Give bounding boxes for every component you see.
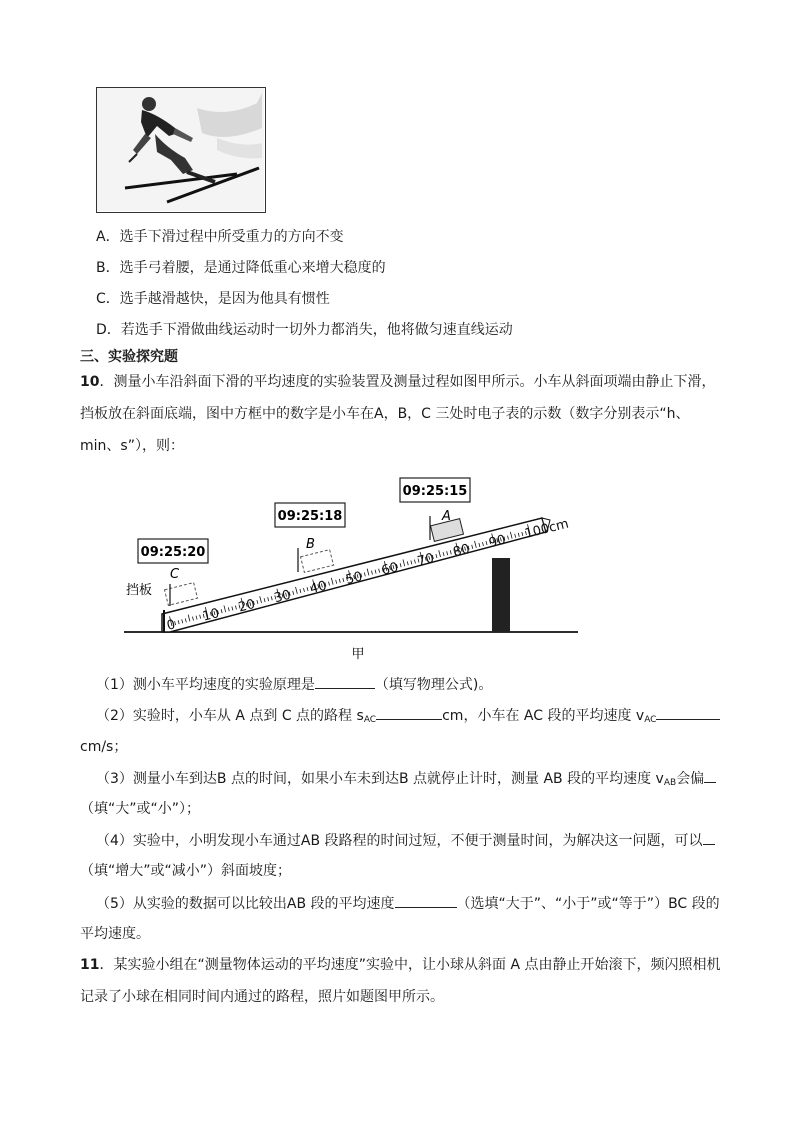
ruler-label: 80	[451, 541, 472, 561]
q10-p2-sub2: AC	[644, 715, 657, 725]
answer-blank-2a[interactable]	[376, 705, 442, 720]
timer-b-text: 09:25:18	[277, 509, 343, 524]
baffle-label: 挡板	[126, 583, 153, 598]
incline-figure	[110, 470, 590, 670]
ruler-label: 0	[165, 617, 178, 634]
q10-p1-text: （1）测小车平均速度的实验原理是	[96, 677, 315, 693]
ruler-label: 70	[415, 550, 436, 570]
figure-caption: 甲	[351, 647, 365, 662]
q10-p2-text: （2）实验时，小车从 A 点到 C 点的路程 s	[96, 708, 364, 724]
ruler-label: 50	[344, 569, 365, 588]
support-post	[492, 558, 510, 632]
q10-stem-1: ．测量小车沿斜面下滑的平均速度的实验装置及测量过程如图甲所示。小车从斜面项端由静止下滑，	[99, 374, 716, 390]
q10-part-1	[96, 674, 492, 695]
q11-stem-line-2: 记录了小球在相同时间内通过的路程，照片如题图甲所示。	[80, 989, 444, 1005]
ruler-label: 100cm	[523, 516, 571, 542]
option-c: C．选手越滑越快，是因为他具有惯性	[96, 291, 330, 307]
q10-p3-text: （3）测量小车到达B 点的时间，如果小车未到达B 点就停止计时，测量 AB 段的平均速度 v	[96, 771, 664, 787]
q10-p3-tail: （填“大”或“小”）；	[80, 801, 201, 817]
section-title: 三、实验探究题	[80, 349, 178, 365]
q10-p1-tail: （填写物理公式)。	[374, 677, 493, 693]
q10-p5-mid: （选填“大于”、“小于”或“等于”）BC 段的	[456, 896, 720, 912]
q10-p2-sub1: AC	[363, 715, 377, 725]
q10-p5-tail: 平均速度。	[80, 926, 150, 942]
q10-number: 10	[80, 374, 100, 390]
option-b: B．选手弓着腰，是通过降低重心来增大稳度的	[96, 260, 386, 276]
q10-p4-tail: （填“增大”或“减小”）斜面坡度；	[80, 863, 292, 879]
q10-p2-unit: cm/s；	[80, 739, 128, 755]
answer-blank-4[interactable]	[703, 830, 715, 845]
q10-part-3	[96, 768, 716, 793]
timer-a-text: 09:25:15	[402, 484, 468, 499]
label-b: B	[306, 537, 315, 552]
ruler-label: 40	[308, 578, 329, 598]
q10-stem-line-3: min、s”），则：	[80, 438, 184, 454]
q10-part-4	[96, 830, 715, 851]
answer-blank-1[interactable]	[315, 674, 375, 689]
q10-stem-line-2: 挡板放在斜面底端，图中方框中的数字是小车在A，B，C 三处时电子表的示数（数字分别表示“h、	[80, 406, 690, 422]
ruler-label: 60	[380, 560, 400, 579]
q10-p4-text: （4）实验中，小明发现小车通过AB 段路程的时间过短，不便于测量时间，为解决这一问题，可以	[96, 833, 703, 849]
label-a: A	[442, 509, 451, 524]
skier-photo	[96, 87, 266, 213]
answer-blank-3[interactable]	[704, 768, 716, 783]
q10-p5-text: （5）从实验的数据可以比较出AB 段的平均速度	[96, 896, 395, 912]
q11-stem-1: ．某实验小组在“测量物体运动的平均速度”实验中，让小球从斜面 A 点由静止开始滚下，频闪照相机	[99, 957, 721, 973]
ruler-label: 90	[487, 532, 508, 552]
ruler-label: 20	[236, 596, 257, 616]
answer-blank-5[interactable]	[395, 893, 457, 908]
q11-stem-line-1	[80, 955, 720, 975]
q10-part-5	[96, 893, 720, 914]
answer-blank-2b[interactable]	[656, 705, 720, 720]
option-a: A．选手下滑过程中所受重力的方向不变	[96, 229, 344, 245]
ruler-label: 30	[272, 587, 293, 607]
q10-stem-line-1	[80, 372, 715, 392]
option-d: D．若选手下滑做曲线运动时一切外力都消失，他将做匀速直线运动	[96, 322, 513, 338]
q10-p3-sub: AB	[663, 778, 677, 788]
label-c: C	[170, 567, 180, 582]
car-at-b	[301, 550, 334, 573]
q10-p3-mid: 会偏	[676, 771, 705, 787]
q11-number: 11	[80, 957, 100, 973]
ruler-label: 10	[201, 606, 221, 625]
q10-part-2	[96, 705, 720, 730]
timer-c-text: 09:25:20	[140, 545, 206, 560]
q10-p2-mid: cm，小车在 AC 段的平均速度 v	[442, 708, 645, 724]
